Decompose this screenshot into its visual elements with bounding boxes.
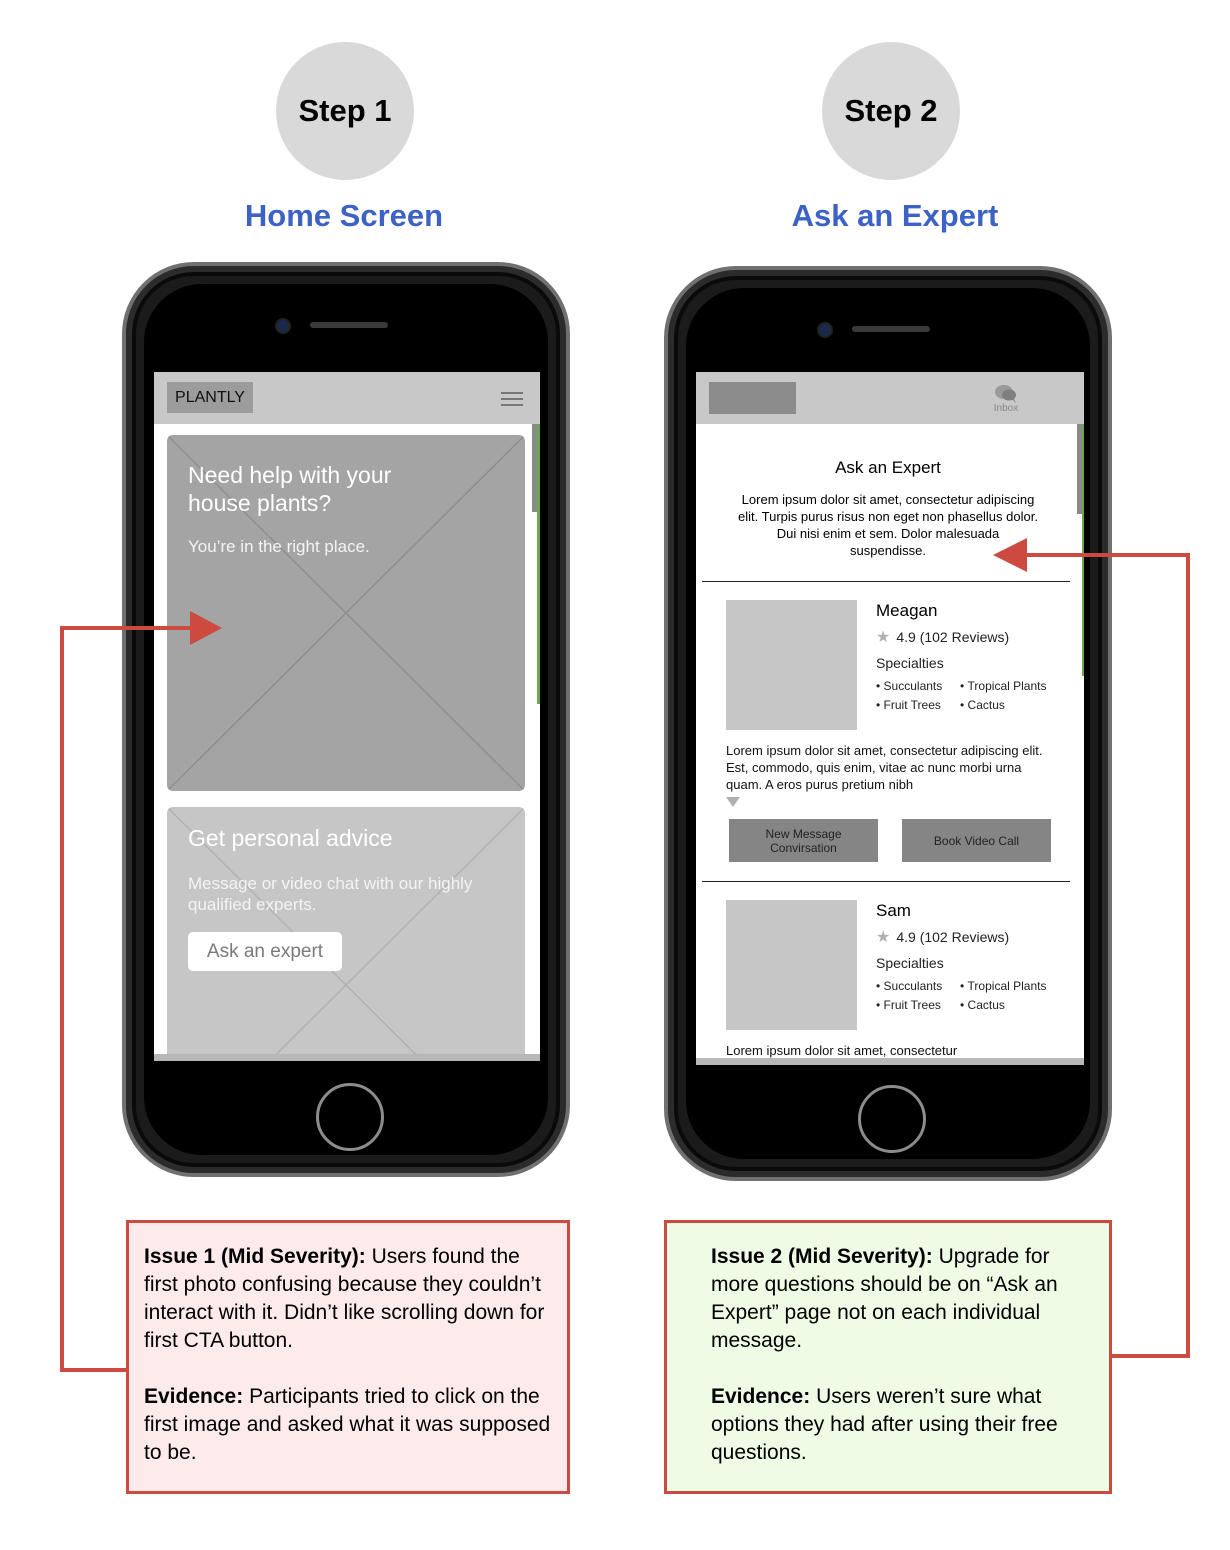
star-icon: ★ bbox=[876, 929, 891, 946]
expert-photo[interactable] bbox=[726, 600, 857, 730]
top-nav-bar bbox=[154, 372, 540, 424]
specialty-item: Tropical Plants bbox=[967, 979, 1047, 993]
issue-2-box bbox=[664, 1220, 1112, 1494]
issue-2-text: Upgrade for more questions should be on “Ask an Expert” page not on each individual message. bbox=[711, 1245, 1058, 1352]
specialties-list: • Succulants • Tropical Plants • Fruit Trees • Cactus bbox=[876, 977, 1046, 1015]
page-description: Lorem ipsum dolor sit amet, consectetur adipiscing elit. Turpis purus risus non eget non phasellus dolor. Dui nisi enim et sem. Dolor malesuada suspendisse. bbox=[738, 492, 1038, 558]
issue-2-connector bbox=[1110, 1354, 1190, 1358]
issue-2-evidence bbox=[711, 1383, 1079, 1467]
expert-bio: Lorem ipsum dolor sit amet, consectetur bbox=[726, 1043, 958, 1058]
issue-1-arrowhead-icon bbox=[190, 611, 224, 645]
specialty-item: Cactus bbox=[967, 998, 1005, 1012]
expert-name[interactable]: Sam bbox=[876, 901, 911, 920]
screen-edge-accent bbox=[537, 424, 540, 704]
new-message-button[interactable]: New Message Convirsation bbox=[729, 819, 878, 862]
expert-rating-text: 4.9 (102 Reviews) bbox=[896, 929, 1010, 945]
issue-1-description bbox=[144, 1243, 553, 1355]
expert-rating-text: 4.9 (102 Reviews) bbox=[896, 629, 1010, 645]
issue-1-evidence bbox=[144, 1383, 553, 1467]
ask-an-expert-button[interactable]: Ask an expert bbox=[188, 932, 342, 971]
expert-photo[interactable] bbox=[726, 900, 857, 1030]
advice-card bbox=[167, 807, 525, 1061]
bottom-bar bbox=[154, 1054, 540, 1061]
inbox-button[interactable] bbox=[992, 384, 1020, 414]
issue-2-connector bbox=[1186, 553, 1190, 1357]
book-video-call-button[interactable]: Book Video Call bbox=[902, 819, 1051, 862]
issue-2-evidence-text: Users weren’t sure what options they had after using their free questions. bbox=[711, 1385, 1058, 1464]
evidence-label: Evidence: bbox=[144, 1385, 244, 1408]
specialty-item: Fruit Trees bbox=[883, 998, 941, 1012]
divider bbox=[702, 581, 1070, 582]
step-2-title: Ask an Expert bbox=[791, 198, 999, 233]
issue-1-evidence-text: Participants tried to click on the first image and asked what it was supposed to be. bbox=[144, 1385, 551, 1464]
specialties-list: • Succulants • Tropical Plants • Fruit Trees • Cactus bbox=[876, 677, 1046, 715]
step-2-badge bbox=[822, 42, 960, 180]
issue-2-arrowhead-icon bbox=[993, 538, 1027, 572]
expert-bio: Lorem ipsum dolor sit amet, consectetur adipiscing elit. Est, commodo, quis enim, vitae ac nunc morbi urna quam. A eros purus pretium nibh bbox=[726, 743, 1043, 792]
issue-1-connector bbox=[60, 626, 192, 630]
issue-1-box bbox=[126, 1220, 570, 1494]
front-camera-icon bbox=[817, 322, 833, 338]
issue-2-title: Issue 2 (Mid Severity): bbox=[711, 1245, 933, 1268]
home-button[interactable] bbox=[858, 1085, 926, 1153]
specialty-item: Succulants bbox=[883, 979, 943, 993]
specialty-item: Tropical Plants bbox=[967, 679, 1047, 693]
home-button[interactable] bbox=[316, 1083, 384, 1151]
issue-2-description bbox=[711, 1243, 1079, 1355]
issue-1-text: Users found the first photo confusing because they couldn’t interact with it. Didn’t like scrolling down for first CTA button. bbox=[144, 1245, 545, 1352]
specialty-item: Cactus bbox=[967, 698, 1005, 712]
issue-1-title: Issue 1 (Mid Severity): bbox=[144, 1245, 366, 1268]
issue-2-connector bbox=[1022, 553, 1190, 557]
specialties-label: Specialties bbox=[876, 955, 944, 971]
chat-bubble-icon bbox=[994, 384, 1018, 404]
expand-arrow-icon[interactable] bbox=[726, 797, 740, 807]
speaker-grille bbox=[852, 326, 930, 332]
expert-rating bbox=[876, 627, 1009, 647]
hamburger-menu-icon[interactable] bbox=[501, 392, 523, 410]
specialty-item: Fruit Trees bbox=[883, 698, 941, 712]
advice-heading: Get personal advice bbox=[188, 825, 393, 851]
front-camera-icon bbox=[275, 318, 291, 334]
expert-name[interactable]: Meagan bbox=[876, 601, 938, 620]
inbox-label: Inbox bbox=[993, 403, 1019, 414]
hero-heading: Need help with your house plants? bbox=[188, 462, 392, 516]
issue-1-connector bbox=[60, 626, 64, 1372]
evidence-label: Evidence: bbox=[711, 1385, 811, 1408]
page-title: Ask an Expert bbox=[835, 458, 941, 477]
star-icon: ★ bbox=[876, 629, 891, 646]
issue-1-connector bbox=[60, 1368, 128, 1372]
ask-expert-screen bbox=[696, 372, 1084, 1065]
screen-edge-accent bbox=[1082, 424, 1084, 676]
divider bbox=[702, 881, 1070, 882]
specialties-label: Specialties bbox=[876, 655, 944, 671]
advice-subtext: Message or video chat with our highly qualified experts. bbox=[188, 874, 473, 914]
step-1-label: Step 1 bbox=[298, 93, 392, 128]
speaker-grille bbox=[310, 322, 388, 328]
top-nav-bar bbox=[696, 372, 1084, 424]
step-1-badge bbox=[276, 42, 414, 180]
expert-rating bbox=[876, 927, 1009, 947]
logo-placeholder[interactable] bbox=[709, 382, 796, 414]
bottom-bar bbox=[696, 1058, 1084, 1065]
home-screen bbox=[154, 372, 540, 1061]
step-2-label: Step 2 bbox=[844, 93, 938, 128]
step-1-title: Home Screen bbox=[244, 198, 444, 233]
plantly-logo[interactable]: PLANTLY bbox=[167, 382, 253, 413]
specialty-item: Succulants bbox=[883, 679, 943, 693]
hero-subtext: You’re in the right place. bbox=[188, 537, 370, 556]
